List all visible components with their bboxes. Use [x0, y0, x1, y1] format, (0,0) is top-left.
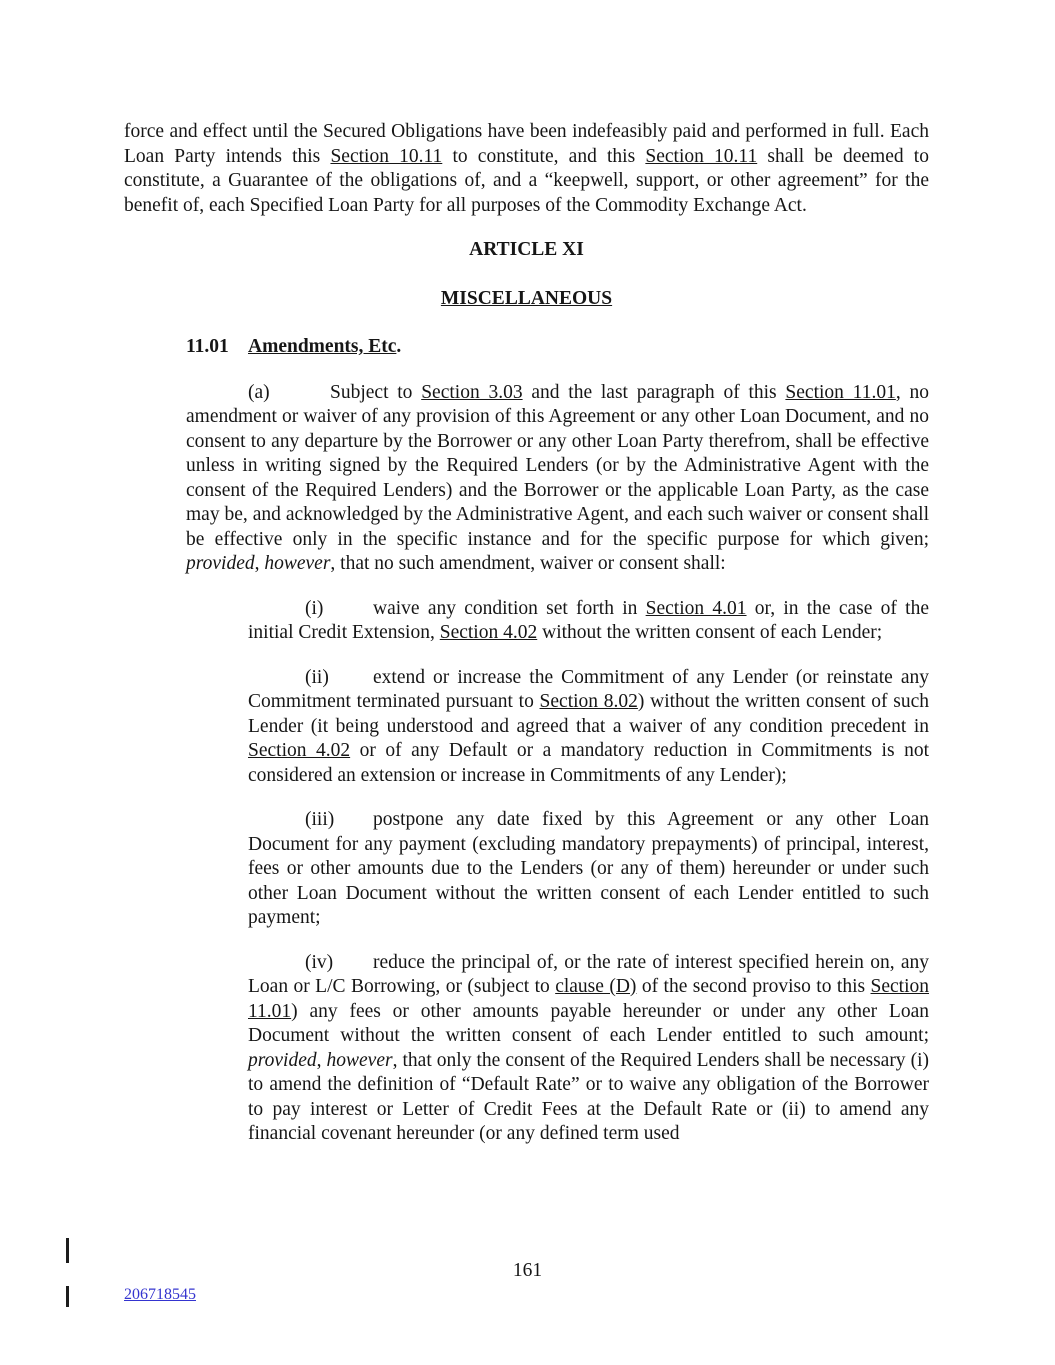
paragraph-continuation: [124, 120, 929, 218]
page-number: 161: [512, 1260, 543, 1281]
text-run: ) any fees or other amounts payable hereunder or under any other Loan Document without the written consent of each Lender entitled to such amount;: [248, 1000, 929, 1046]
section-reference: clause (D): [555, 976, 637, 997]
list-item-label: (ii): [305, 666, 329, 688]
emphasis-text: however: [264, 553, 331, 574]
text-run: ,: [316, 1049, 327, 1071]
emphasis-text: provided: [186, 553, 255, 574]
text-run: or, in the case of the initial Credit Extension,: [248, 597, 929, 643]
revision-change-bar: [66, 1286, 69, 1307]
article-heading: ARTICLE XI: [469, 239, 584, 260]
item-i: [248, 597, 929, 646]
section-reference: Section 11.01: [785, 381, 896, 403]
text-run: extend or increase the Commitment of any Lender (or reinstate any Commitment terminated pursuant to: [248, 666, 929, 712]
section-title-period: .: [396, 336, 402, 357]
section-reference: Section 4.02: [248, 740, 351, 761]
text-run: Subject to: [330, 381, 422, 403]
text-run: force and effect until the Secured Obligations have been indefeasibly paid and performed in full. Each Loan Party intends this: [124, 121, 929, 167]
item-iv: [248, 951, 929, 1147]
miscellaneous-heading-text: MISCELLANEOUS: [440, 287, 613, 309]
text-run: of the second proviso to this: [636, 976, 871, 997]
text-run: ) without the written consent of such Lender (it being understood and agreed that a waiver of any condition precedent in: [248, 691, 929, 737]
item-iii: [248, 808, 929, 931]
text-run: without the written consent of each Lender;: [537, 622, 883, 643]
text-run: waive any condition set forth in: [373, 597, 646, 619]
document-body: [124, 120, 929, 1167]
section-title: Amendments, Etc: [248, 336, 397, 357]
section-reference: Section 4.01: [645, 597, 747, 619]
emphasis-text: provided: [248, 1049, 317, 1071]
text-run: and the last paragraph of this: [522, 381, 786, 403]
text-run: , no amendment or waiver of any provision of this Agreement or any other Loan Document, and no consent to any departure by the Borrower or any other Loan Party therefrom, shall be effective unless in writing signed by the Required Lenders (or by the Administrative Agent with the consent of the Required Lenders) and the Borrower or the applicable Loan Party, as the case may be, and acknowledged by the Administrative Agent, and each such waiver or consent shall be effective only in the specific instance and for the specific purpose for which given;: [186, 381, 929, 550]
section-reference: Section 4.02: [439, 622, 538, 643]
text-run: reduce the principal of, or the rate of interest specified herein on, any Loan or L/C Borrowing, or (subject to: [248, 951, 929, 997]
text-run: to constitute, and this: [442, 145, 646, 167]
text-run: or of any Default or a mandatory reduction in Commitments is not considered an extension or increase in Commitments of any Lender);: [248, 740, 929, 786]
miscellaneous-heading: [124, 287, 929, 312]
section-reference: Section 10.11: [645, 145, 758, 167]
text-run: , that no such amendment, waiver or consent shall:: [330, 553, 726, 574]
section-reference: Section 11.01: [248, 976, 930, 1022]
paragraph-a: [186, 381, 929, 577]
emphasis-text: however: [326, 1049, 393, 1071]
section-reference: Section 8.02: [539, 691, 638, 712]
list-item-label: (a): [248, 381, 270, 403]
section-heading-11-01: [186, 335, 929, 360]
document-id-link[interactable]: 206718545: [124, 1286, 196, 1303]
section-reference: Section 3.03: [421, 381, 523, 403]
text-run: , that only the consent of the Required Lenders shall be necessary (i) to amend the definition of “Default Rate” or to waive any obligation of the Borrower to pay interest or Letter of Credit Fees at the Default Rate or (ii) to amend any financial covenant hereunder (or any defined term used: [248, 1049, 930, 1144]
list-item-label: (i): [305, 597, 324, 619]
list-item-label: (iii): [305, 809, 335, 830]
text-run: shall be deemed to constitute, a Guarantee of the obligations of, and a “keepwell, support, or other agreement” for the benefit of, each Specified Loan Party for all purposes of the Commodity Exchange Act.: [124, 145, 929, 216]
section-number: 11.01: [186, 336, 229, 357]
section-reference: Section 10.11: [330, 145, 443, 167]
text-run: postpone any date fixed by this Agreement or any other Loan Document for any payment (excluding mandatory prepayments) of principal, interest, fees or other amounts due to the Lenders (or any of them) hereunder or under such other Loan Document without the written consent of each Lender entitled to such payment;: [248, 809, 929, 928]
text-run: ,: [254, 553, 265, 574]
item-ii: [248, 666, 929, 789]
list-item-label: (iv): [305, 951, 334, 973]
